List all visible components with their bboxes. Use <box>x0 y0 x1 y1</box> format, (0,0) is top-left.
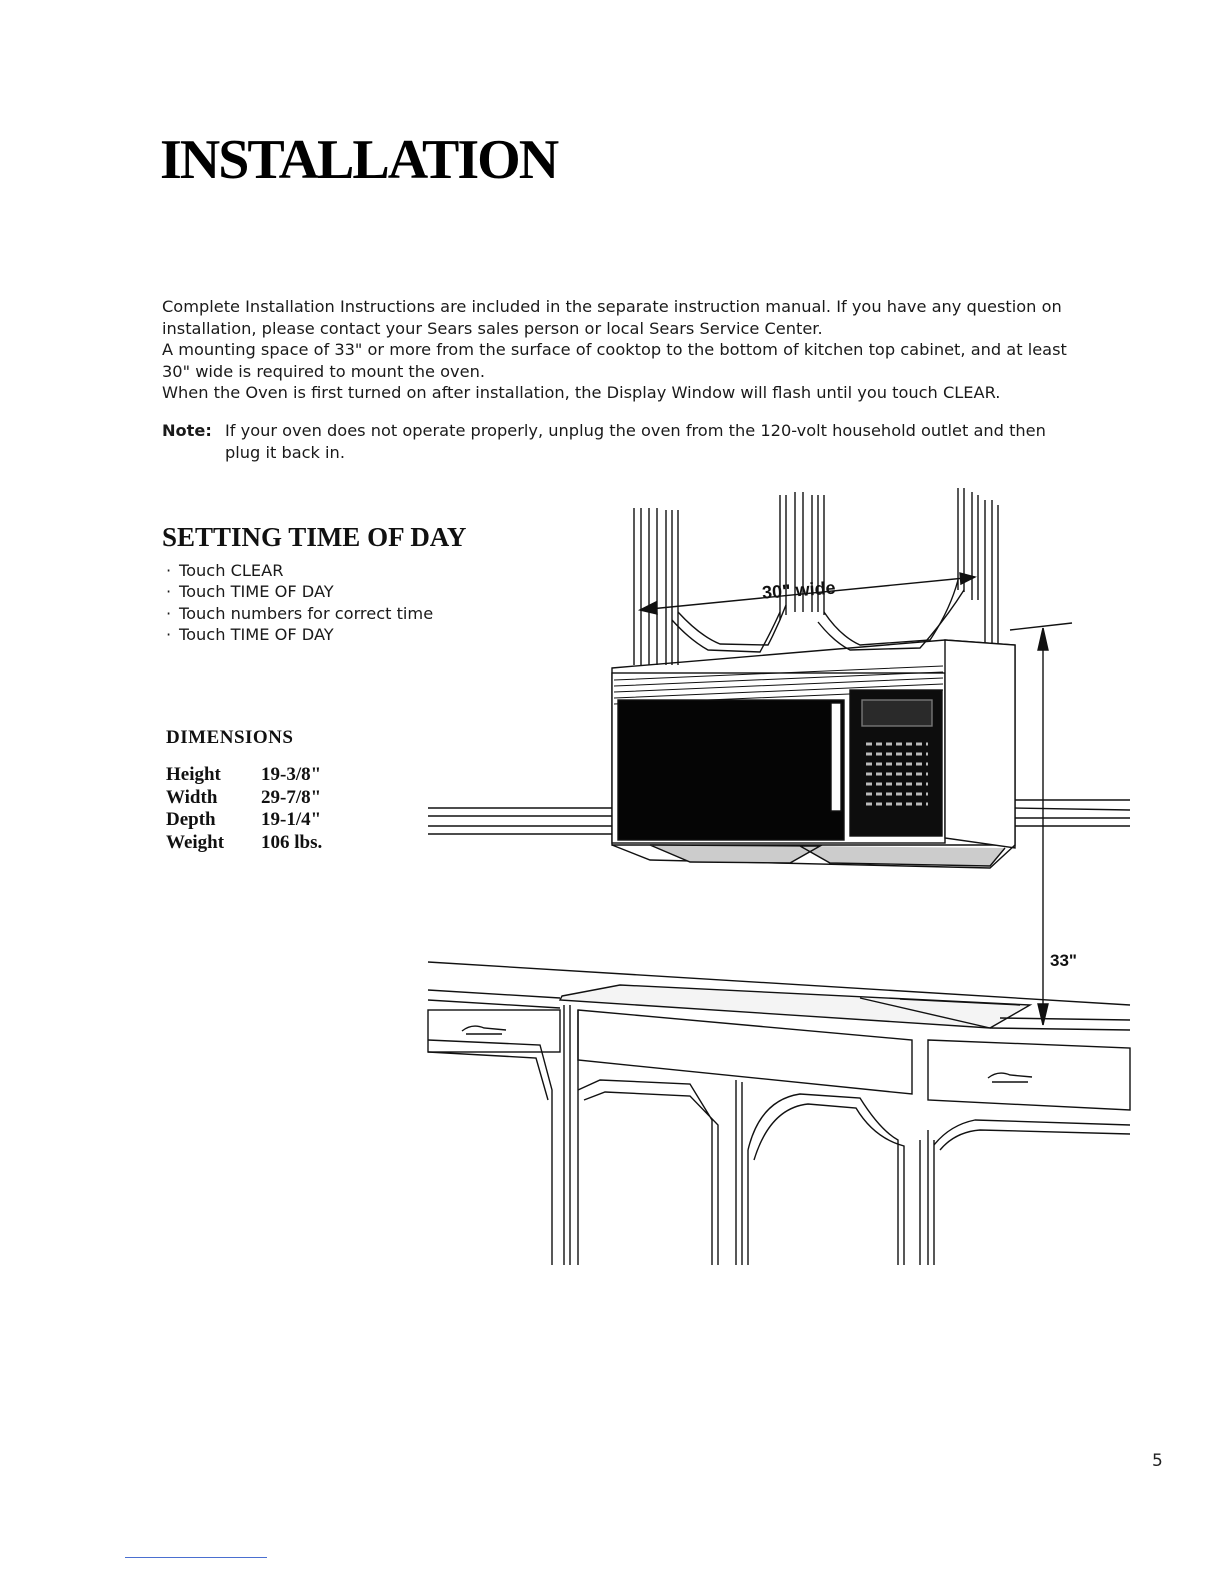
height-label: 33" <box>1050 951 1077 970</box>
footer-rule <box>125 1557 267 1558</box>
dimension-value: 106 lbs. <box>261 831 323 853</box>
page-title: INSTALLATION <box>160 129 558 191</box>
dimension-value: 29-7/8" <box>261 786 322 808</box>
intro-paragraph: Complete Installation Instructions are included in the separate instruction manual. If you have any question on installation, please contact your Sears sales person or local Sears Service Center. <box>162 297 1062 338</box>
intro-paragraph: A mounting space of 33" or more from the surface of cooktop to the bottom of kitchen top cabinet, and at least 30" wide is required to mount the oven. <box>162 340 1067 381</box>
width-label: 30" wide <box>761 577 837 603</box>
dimension-label: Height <box>166 764 221 785</box>
dimension-label: Width <box>166 786 218 808</box>
setting-time-heading: SETTING TIME OF DAY <box>162 522 467 552</box>
note-text: If your oven does not operate properly, unplug the oven from the 120-volt household outlet and then plug it back in. <box>225 421 1046 462</box>
dimension-label: Weight <box>166 831 225 853</box>
dimensions-heading: DIMENSIONS <box>166 727 294 748</box>
list-item: · Touch TIME OF DAY <box>166 624 433 645</box>
dimension-label: Depth <box>166 809 216 830</box>
dimension-value: 19-3/8" <box>261 764 322 785</box>
list-item: · Touch CLEAR <box>166 560 433 581</box>
page-number: 5 <box>1152 1451 1163 1471</box>
microwave-oven <box>428 640 1015 868</box>
list-item: · Touch TIME OF DAY <box>166 581 433 602</box>
dimension-value: 19-1/4" <box>261 809 322 830</box>
countertop <box>428 962 1130 1030</box>
lower-cabinets <box>428 1005 1130 1265</box>
intro-paragraph: When the Oven is first turned on after installation, the Display Window will flash until you touch CLEAR. <box>162 383 1001 402</box>
list-item: · Touch numbers for correct time <box>166 603 433 624</box>
note-label: Note: <box>162 421 212 440</box>
